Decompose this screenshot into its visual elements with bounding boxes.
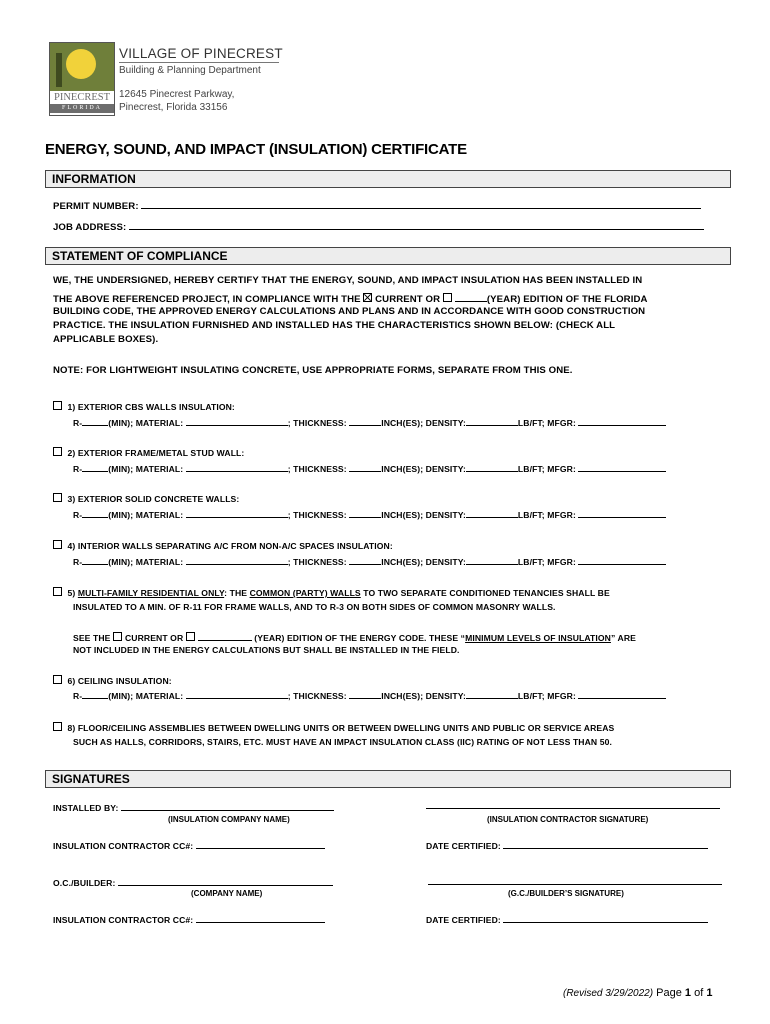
permit-number-row [53, 199, 701, 212]
item-1-label: 1) EXTERIOR CBS WALLS INSULATION: [67, 402, 235, 412]
item-5-multifamily: MULTI-FAMILY RESIDENTIAL ONLY [77, 588, 225, 598]
spec-mfgr-label: LB/FT; MFGR: [517, 691, 576, 701]
compliance-heading-box [45, 247, 731, 265]
item-1-r-field[interactable] [82, 416, 108, 426]
gc-company-field[interactable] [118, 876, 333, 886]
item-6-label: 6) CEILING INSULATION: [67, 676, 172, 686]
contractor-cc-label-2: INSULATION CONTRACTOR CC#: [53, 915, 194, 925]
item-6-material-field[interactable] [186, 689, 288, 699]
spec-r-label: R- [73, 557, 83, 567]
compliance-line-1: WE, THE UNDERSIGNED, HEREBY CERTIFY THAT THE ENERGY, SOUND, AND IMPACT INSULATION HAS BEEN INSTALLED IN [53, 275, 643, 286]
item-1-row [53, 401, 235, 412]
item-6-thickness-field[interactable] [349, 689, 381, 699]
item-5-number: 5) [67, 588, 76, 598]
item-6-row [53, 675, 172, 686]
item-6-spec [73, 689, 666, 701]
insulation-company-caption: (INSULATION COMPANY NAME) [168, 815, 290, 824]
item-8-line-2: SUCH AS HALLS, CORRIDORS, STAIRS, ETC. MUST HAVE AN IMPACT INSULATION CLASS (IIC) RATING OF NOT LESS THAN 50. [73, 737, 612, 747]
item-2-density-field[interactable] [466, 462, 518, 472]
date-certified-label-2: DATE CERTIFIED: [426, 915, 501, 925]
spec-thickness-label: ; THICKNESS: [287, 418, 347, 428]
item-1-mfgr-field[interactable] [578, 416, 666, 426]
contractor-cc-label: INSULATION CONTRACTOR CC#: [53, 841, 194, 851]
item-3-density-field[interactable] [466, 508, 518, 518]
item-1-spec [73, 416, 666, 428]
spec-thickness-label: ; THICKNESS: [287, 691, 347, 701]
item-5-line-2: INSULATED TO A MIN. OF R-11 FOR FRAME WALLS, AND TO R-3 ON BOTH SIDES OF COMMON MASONRY WALLS. [73, 602, 556, 612]
information-heading-box [45, 170, 731, 188]
org-name: VILLAGE OF PINECREST [119, 46, 283, 61]
spec-material-label: (MIN); MATERIAL: [108, 510, 184, 520]
see-text-a: SEE THE [73, 633, 111, 643]
contractor-cc-row-1 [53, 839, 325, 851]
item-2-thickness-field[interactable] [349, 462, 381, 472]
gc-signature-field[interactable] [428, 884, 722, 885]
item-5-text-1: : THE [224, 588, 248, 598]
spec-density-label: INCH(ES); DENSITY: [381, 691, 466, 701]
page-title: ENERGY, SOUND, AND IMPACT (INSULATION) CERTIFICATE [45, 141, 467, 158]
year-edition-checkbox[interactable] [443, 293, 452, 302]
signatures-heading: SIGNATURES [52, 772, 130, 786]
item-3-thickness-field[interactable] [349, 508, 381, 518]
date-certified-field-1[interactable] [503, 839, 708, 849]
page-word: Page [656, 987, 682, 999]
compliance-line-2b: CURRENT OR [375, 294, 441, 305]
see-min-levels: MINIMUM LEVELS OF INSULATION [465, 633, 611, 643]
energy-code-current-checkbox[interactable] [113, 632, 122, 641]
item-5-row [53, 587, 610, 598]
gc-builder-row [53, 876, 333, 888]
current-edition-checkbox-checked[interactable] [363, 293, 372, 302]
item-4-label: 4) INTERIOR WALLS SEPARATING A/C FROM NON-A/C SPACES INSULATION: [67, 541, 393, 551]
item-2-label: 2) EXTERIOR FRAME/METAL STUD WALL: [67, 448, 245, 458]
contractor-cc-row-2 [53, 913, 325, 925]
item-4-r-field[interactable] [82, 555, 108, 565]
spec-r-label: R- [73, 418, 83, 428]
item-5-checkbox[interactable] [53, 587, 62, 596]
item-6-r-field[interactable] [82, 689, 108, 699]
item-1-material-field[interactable] [186, 416, 288, 426]
permit-number-field[interactable] [141, 199, 701, 209]
item-8-checkbox[interactable] [53, 722, 62, 731]
item-2-mfgr-field[interactable] [578, 462, 666, 472]
installed-by-row [53, 801, 334, 813]
spec-mfgr-label: LB/FT; MFGR: [517, 510, 576, 520]
date-certified-label: DATE CERTIFIED: [426, 841, 501, 851]
item-4-thickness-field[interactable] [349, 555, 381, 565]
item-3-mfgr-field[interactable] [578, 508, 666, 518]
item-1-checkbox[interactable] [53, 401, 62, 410]
spec-mfgr-label: LB/FT; MFGR: [517, 557, 576, 567]
spec-thickness-label: ; THICKNESS: [287, 510, 347, 520]
logo-title: PINECREST FLORIDA [50, 91, 114, 115]
see-energy-code-row [73, 631, 636, 643]
energy-code-year-checkbox[interactable] [186, 632, 195, 641]
item-3-label: 3) EXTERIOR SOLID CONCRETE WALLS: [67, 494, 240, 504]
item-2-r-field[interactable] [82, 462, 108, 472]
item-4-material-field[interactable] [186, 555, 288, 565]
logo-sun-icon [66, 49, 96, 79]
compliance-line-2 [53, 292, 648, 305]
header-rule [119, 62, 279, 63]
contractor-signature-field[interactable] [426, 808, 720, 809]
logo-tree-icon [56, 53, 62, 87]
item-2-checkbox[interactable] [53, 447, 62, 456]
job-address-label: JOB ADDRESS: [53, 222, 127, 233]
item-4-density-field[interactable] [466, 555, 518, 565]
see-line-2: NOT INCLUDED IN THE ENERGY CALCULATIONS BUT SHALL BE INSTALLED IN THE FIELD. [73, 645, 460, 655]
job-address-row [53, 220, 704, 233]
permit-number-label: PERMIT NUMBER: [53, 201, 139, 212]
spec-material-label: (MIN); MATERIAL: [108, 464, 184, 474]
spec-density-label: INCH(ES); DENSITY: [381, 557, 466, 567]
contractor-cc-field-1[interactable] [196, 839, 325, 849]
item-6-mfgr-field[interactable] [578, 689, 666, 699]
item-4-row [53, 540, 393, 551]
gc-signature-caption: (G.C./BUILDER’S SIGNATURE) [508, 889, 624, 898]
page-footer [563, 987, 712, 999]
compliance-line-4: PRACTICE. THE INSULATION FURNISHED AND INSTALLED HAS THE CHARACTERISTICS SHOWN BELOW: (CHECK ALL [53, 320, 616, 331]
compliance-line-5: APPLICABLE BOXES). [53, 334, 159, 345]
contractor-cc-field-2[interactable] [196, 913, 325, 923]
compliance-heading: STATEMENT OF COMPLIANCE [52, 249, 228, 263]
spec-density-label: INCH(ES); DENSITY: [381, 464, 466, 474]
information-heading: INFORMATION [52, 172, 136, 186]
date-certified-field-2[interactable] [503, 913, 708, 923]
contractor-signature-caption: (INSULATION CONTRACTOR SIGNATURE) [487, 815, 649, 824]
fbc-year-field[interactable] [455, 292, 487, 302]
gc-company-caption: (COMPANY NAME) [191, 889, 263, 898]
spec-r-label: R- [73, 510, 83, 520]
item-8-line-1: 8) FLOOR/CEILING ASSEMBLIES BETWEEN DWELLING UNITS OR BETWEEN DWELLING UNITS AND PUBLIC OR SERVICE AREAS [67, 723, 615, 733]
item-3-r-field[interactable] [82, 508, 108, 518]
item-6-checkbox[interactable] [53, 675, 62, 684]
item-5-text-2: TO TWO SEPARATE CONDITIONED TENANCIES SHALL BE [363, 588, 610, 598]
energy-code-year-field[interactable] [198, 631, 252, 641]
compliance-line-2c: (YEAR) EDITION OF THE FLORIDA [486, 294, 648, 305]
date-certified-row-1 [426, 839, 708, 851]
revised-date: (Revised 3/29/2022) [563, 988, 654, 999]
spec-density-label: INCH(ES); DENSITY: [381, 510, 466, 520]
see-text-c: (YEAR) EDITION OF THE ENERGY CODE. THESE “ [254, 633, 466, 643]
insulation-company-field[interactable] [121, 801, 334, 811]
address-line-1: 12645 Pinecrest Parkway, [119, 89, 235, 100]
of-word: of [694, 987, 704, 999]
address-line-2: Pinecrest, Florida 33156 [119, 102, 228, 113]
compliance-line-2a: THE ABOVE REFERENCED PROJECT, IN COMPLIANCE WITH THE [53, 294, 361, 305]
item-3-row [53, 493, 239, 504]
spec-material-label: (MIN); MATERIAL: [108, 418, 184, 428]
item-2-material-field[interactable] [186, 462, 288, 472]
item-2-row [53, 447, 244, 458]
gc-builder-label: O.C./BUILDER: [53, 878, 116, 888]
compliance-line-3: BUILDING CODE, THE APPROVED ENERGY CALCULATIONS AND PLANS AND IN ACCORDANCE WITH GOOD CONSTRUCTION [53, 306, 646, 317]
spec-r-label: R- [73, 464, 83, 474]
item-1-density-field[interactable] [466, 416, 518, 426]
item-4-mfgr-field[interactable] [578, 555, 666, 565]
spec-density-label: INCH(ES); DENSITY: [381, 418, 466, 428]
item-5-party-walls: COMMON (PARTY) WALLS [249, 588, 361, 598]
spec-mfgr-label: LB/FT; MFGR: [517, 418, 576, 428]
lightweight-note: NOTE: FOR LIGHTWEIGHT INSULATING CONCRETE, USE APPROPRIATE FORMS, SEPARATE FROM THIS ONE. [53, 365, 573, 376]
item-1-thickness-field[interactable] [349, 416, 381, 426]
item-8-row [53, 722, 614, 733]
job-address-field[interactable] [129, 220, 704, 230]
item-6-density-field[interactable] [466, 689, 518, 699]
spec-thickness-label: ; THICKNESS: [287, 464, 347, 474]
spec-material-label: (MIN); MATERIAL: [108, 691, 184, 701]
department-name: Building & Planning Department [119, 65, 261, 76]
item-4-checkbox[interactable] [53, 540, 62, 549]
spec-mfgr-label: LB/FT; MFGR: [517, 464, 576, 474]
page-number: 1 [684, 987, 692, 999]
see-text-b: CURRENT OR [124, 633, 184, 643]
installed-by-label: INSTALLED BY: [53, 803, 119, 813]
item-3-checkbox[interactable] [53, 493, 62, 502]
signatures-heading-box [45, 770, 731, 788]
item-3-spec [73, 508, 666, 520]
spec-thickness-label: ; THICKNESS: [287, 557, 347, 567]
item-3-material-field[interactable] [186, 508, 288, 518]
spec-material-label: (MIN); MATERIAL: [108, 557, 184, 567]
see-text-d: ” ARE [610, 633, 636, 643]
spec-r-label: R- [73, 691, 83, 701]
page-total: 1 [706, 987, 713, 999]
item-4-spec [73, 555, 666, 567]
village-logo [49, 42, 115, 116]
date-certified-row-2 [426, 913, 708, 925]
item-2-spec [73, 462, 666, 474]
